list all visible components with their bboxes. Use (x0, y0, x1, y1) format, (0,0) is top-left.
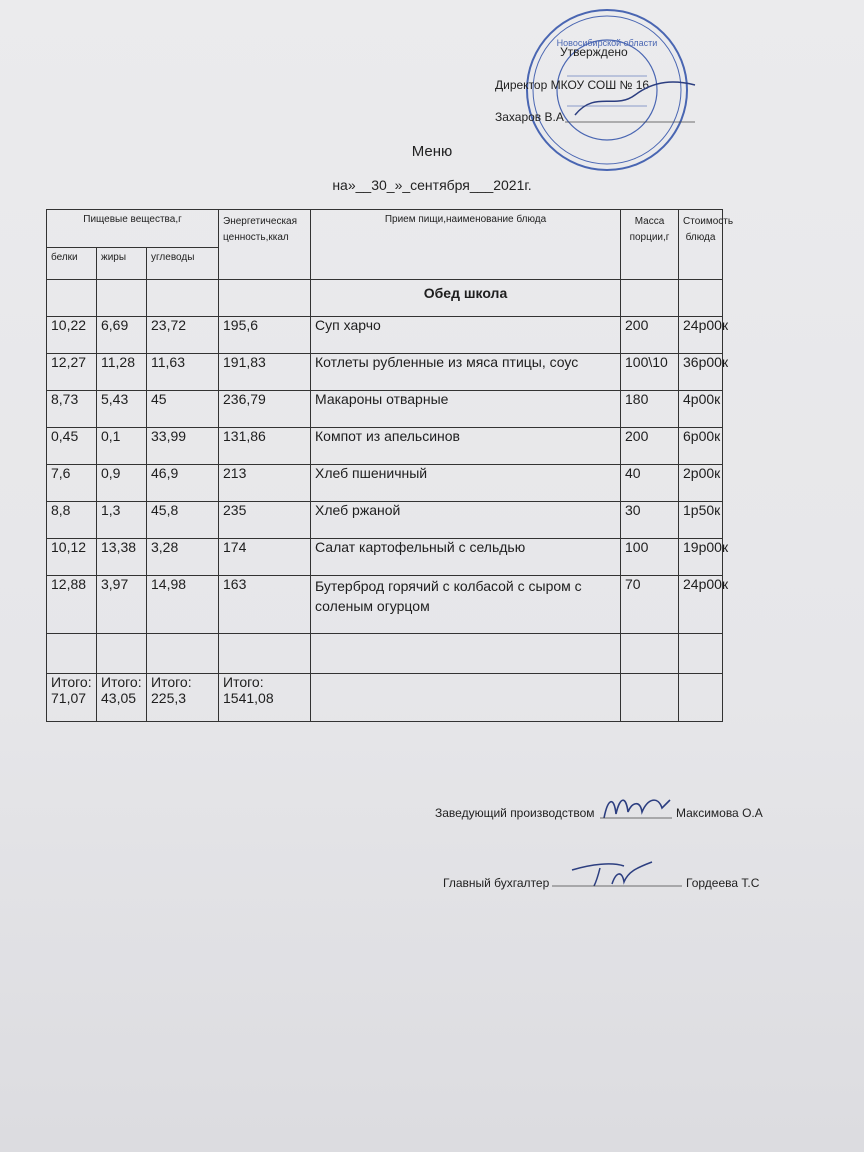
cell-energy: 236,79 (219, 391, 311, 428)
cell-energy: 195,6 (219, 317, 311, 354)
cell-energy: 174 (219, 539, 311, 576)
header-fats: жиры (97, 248, 147, 280)
cell-cost: 36р00к (679, 354, 723, 391)
header-energy: Энергетическая ценность,ккал (219, 210, 311, 280)
cell-dish: Котлеты рубленные из мяса птицы, соус (311, 354, 621, 391)
menu-table (46, 209, 734, 722)
header-cost: Стоимость блюда (679, 210, 723, 280)
cell-proteins: 10,12 (47, 539, 97, 576)
empty-row (47, 634, 723, 674)
cell-dish: Бутерброд горячий с колбасой с сыром с соленым огурцом (311, 576, 621, 634)
cell-carbs: 46,9 (147, 465, 219, 502)
cell-mass: 30 (621, 502, 679, 539)
head-name: Максимова О.А (676, 806, 763, 820)
table-row (47, 428, 723, 465)
section-cell (219, 280, 311, 317)
table-row (47, 391, 723, 428)
total-proteins: Итого: 71,07 (47, 674, 97, 722)
section-cell (621, 280, 679, 317)
cell-dish: Салат картофельный с сельдью (311, 539, 621, 576)
cell-fats: 6,69 (97, 317, 147, 354)
cell-carbs: 45 (147, 391, 219, 428)
cell-mass: 70 (621, 576, 679, 634)
cell-mass: 200 (621, 317, 679, 354)
table-row (47, 465, 723, 502)
header-mass: Масса порции,г (621, 210, 679, 280)
cell-mass: 100 (621, 539, 679, 576)
header-nutrients: Пищевые вещества,г (47, 210, 219, 248)
cell-fats: 0,9 (97, 465, 147, 502)
accountant-role: Главный бухгалтер (443, 876, 550, 890)
table-row (47, 502, 723, 539)
cell-cost: 4р00к (679, 391, 723, 428)
header-proteins: белки (47, 248, 97, 280)
cell-dish: Макароны отварные (311, 391, 621, 428)
cell-energy: 163 (219, 576, 311, 634)
cell-proteins: 8,8 (47, 502, 97, 539)
total-energy: Итого: 1541,08 (219, 674, 311, 722)
totals-row (47, 674, 723, 722)
cell-cost: 1р50к (679, 502, 723, 539)
section-title: Обед школа (311, 280, 621, 317)
section-cell (147, 280, 219, 317)
svg-text:Новосибирской области: Новосибирской области (556, 38, 658, 48)
table-row (47, 539, 723, 576)
section-cell (679, 280, 723, 317)
head-role: Заведующий производством (435, 806, 595, 820)
cell-proteins: 12,27 (47, 354, 97, 391)
cell-cost: 19р00к (679, 539, 723, 576)
cell-dish: Компот из апельсинов (311, 428, 621, 465)
cell-carbs: 23,72 (147, 317, 219, 354)
cell-fats: 11,28 (97, 354, 147, 391)
cell-energy: 235 (219, 502, 311, 539)
head-signature (600, 790, 675, 825)
total-fats: Итого: 43,05 (97, 674, 147, 722)
cell-dish: Суп харчо (311, 317, 621, 354)
table-row (47, 317, 723, 354)
director-signature (565, 70, 700, 130)
cell-carbs: 33,99 (147, 428, 219, 465)
cell-cost: 6р00к (679, 428, 723, 465)
cell-proteins: 0,45 (47, 428, 97, 465)
cell-mass: 180 (621, 391, 679, 428)
cell-fats: 1,3 (97, 502, 147, 539)
table-row (47, 354, 723, 391)
cell-carbs: 45,8 (147, 502, 219, 539)
accountant-signature (552, 858, 684, 892)
total-carbs: Итого: 225,3 (147, 674, 219, 722)
approved-label: Утверждено (560, 45, 628, 59)
cell-proteins: 8,73 (47, 391, 97, 428)
cell-proteins: 12,88 (47, 576, 97, 634)
cell-energy: 191,83 (219, 354, 311, 391)
cell-cost: 2р00к (679, 465, 723, 502)
cell-proteins: 10,22 (47, 317, 97, 354)
accountant-name: Гордеева Т.С (686, 876, 760, 890)
menu-date: на»__30_»_сентября___2021г. (332, 177, 532, 193)
cell-carbs: 3,28 (147, 539, 219, 576)
header-meal: Прием пищи,наименование блюда (311, 210, 621, 280)
page-title: Меню (411, 143, 453, 160)
director-title: Директор МКОУ СОШ № 16 (495, 78, 650, 92)
header-carbs: углеводы (147, 248, 219, 280)
cell-dish: Хлеб пшеничный (311, 465, 621, 502)
section-cell (97, 280, 147, 317)
cell-carbs: 11,63 (147, 354, 219, 391)
cell-mass: 40 (621, 465, 679, 502)
cell-fats: 0,1 (97, 428, 147, 465)
cell-cost: 24р00к (679, 317, 723, 354)
cell-fats: 3,97 (97, 576, 147, 634)
cell-carbs: 14,98 (147, 576, 219, 634)
director-name: Захаров В.А (495, 110, 564, 124)
cell-fats: 13,38 (97, 539, 147, 576)
cell-mass: 100\10 (621, 354, 679, 391)
cell-cost: 24р00к (679, 576, 723, 634)
cell-mass: 200 (621, 428, 679, 465)
cell-fats: 5,43 (97, 391, 147, 428)
cell-energy: 213 (219, 465, 311, 502)
section-cell (47, 280, 97, 317)
cell-proteins: 7,6 (47, 465, 97, 502)
cell-dish: Хлеб ржаной (311, 502, 621, 539)
cell-energy: 131,86 (219, 428, 311, 465)
table-row (47, 576, 723, 634)
